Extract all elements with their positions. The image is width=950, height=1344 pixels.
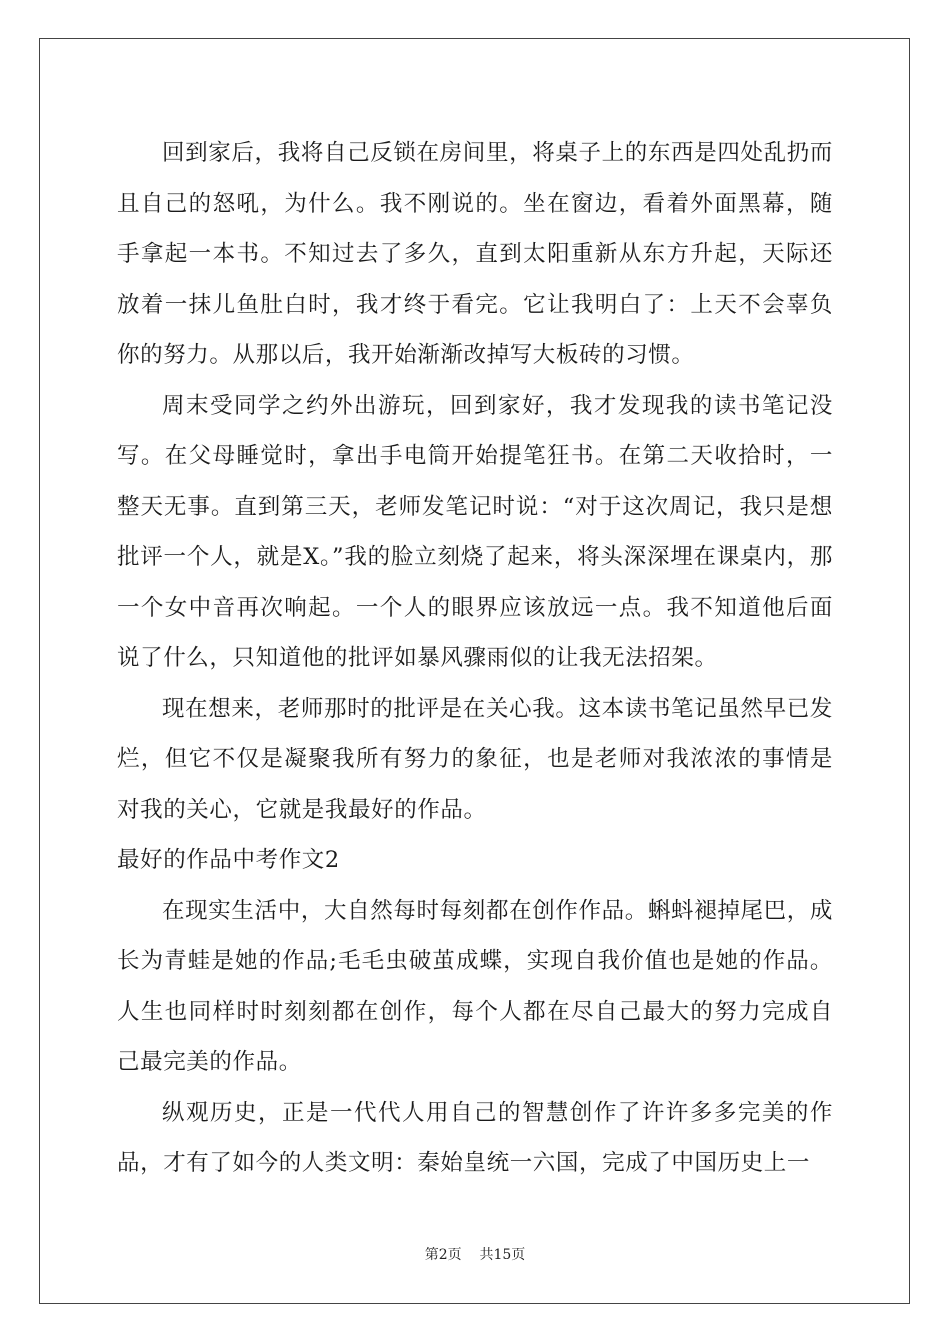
document-body [117, 128, 833, 1189]
page-number: 第2页 [424, 1247, 462, 1263]
page-total: 共15页 [479, 1247, 526, 1263]
paragraph: 回到家后，我将自己反锁在房间里，将桌子上的东西是四处乱扔而且自己的怒吼，为什么。我不刚说的。坐在窗边，看着外面黑幕，随手拿起一本书。不知过去了多久，直到太阳重新从东方升起，天际还放着一抹儿鱼肚白时，我才终于看完。它让我明白了：上天不会辜负你的努力。从那以后，我开始渐渐改掉写大板砖的习惯。 [117, 140, 833, 368]
paragraph: 纵观历史，正是一代代人用自己的智慧创作了许许多多完美的作品，才有了如今的人类文明：秦始皇统一六国，完成了中国历史上一 [117, 1099, 833, 1176]
paragraph: 现在想来，老师那时的批评是在关心我。这本读书笔记虽然早已发烂，但它不仅是凝聚我所有努力的象征，也是老师对我浓浓的事情是对我的关心，它就是我最好的作品。 [117, 695, 833, 823]
page-footer [0, 1244, 950, 1264]
paragraph: 周末受同学之约外出游玩，回到家好，我才发现我的读书笔记没写。在父母睡觉时，拿出手电筒开始提笔狂书。在第二天收拾时，一整天无事。直到第三天，老师发笔记时说：“对于这次周记，我只是想批评一个人，就是X。”我的脸立刻烧了起来，将头深深埋在课桌内，那一个女中音再次响起。一个人的眼界应该放远一点。我不知道他后面说了什么，只知道他的批评如暴风骤雨似的让我无法招架。 [117, 392, 833, 671]
section-heading: 最好的作品中考作文2 [117, 847, 340, 873]
paragraph: 在现实生活中，大自然每时每刻都在创作作品。蝌蚪褪掉尾巴，成长为青蛙是她的作品;毛毛虫破茧成蝶，实现自我价值也是她的作品。人生也同样时时刻刻都在创作，每个人都在尽自己最大的努力完成自己最完美的作品。 [117, 897, 833, 1075]
